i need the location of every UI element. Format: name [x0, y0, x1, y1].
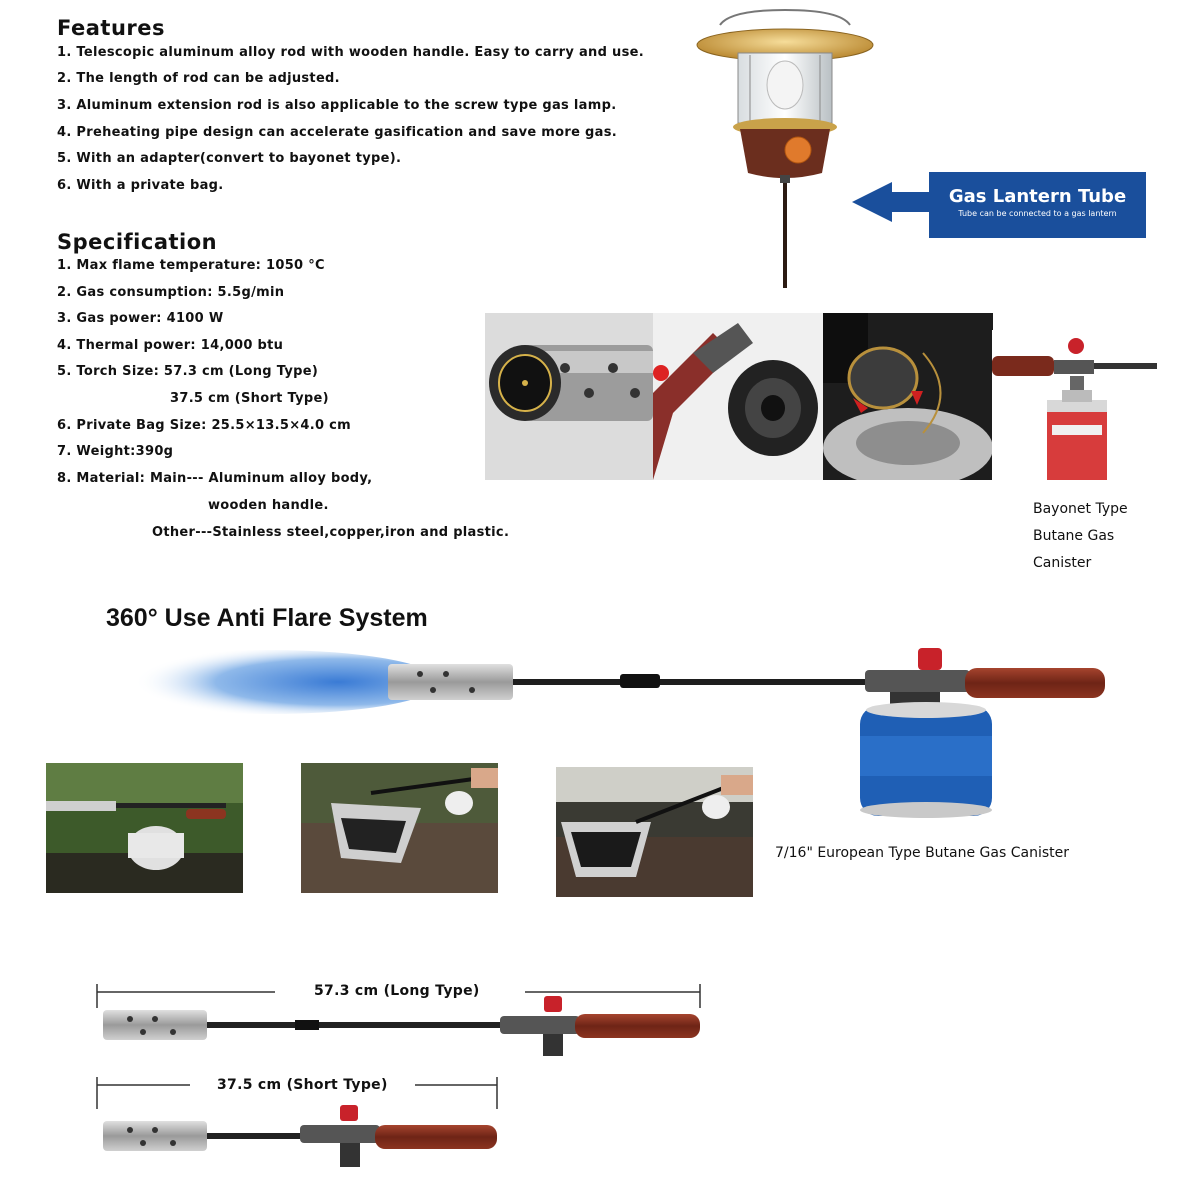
adapter-connection-photo	[653, 313, 823, 480]
lantern-arrow-icon	[852, 180, 932, 224]
bayonet-socket-photo	[823, 313, 993, 480]
european-canister-caption: 7/16" European Type Butane Gas Canister	[775, 845, 1069, 861]
spec-item: 1. Max flame temperature: 1050 °C	[57, 258, 325, 273]
specification-title: Specification	[57, 230, 218, 254]
spec-item: 8. Material: Main--- Aluminum alloy body,	[57, 471, 373, 486]
spec-item: 2. Gas consumption: 5.5g/min	[57, 285, 285, 300]
spec-item: 5. Torch Size: 57.3 cm (Long Type)	[57, 364, 319, 379]
feature-item: 2. The length of rod can be adjusted.	[57, 71, 340, 86]
gas-lantern-tube-callout	[929, 172, 1146, 238]
usage-photo-charcoal	[556, 767, 753, 897]
bayonet-caption-line: Butane Gas	[1033, 528, 1115, 544]
callout-subtitle: Tube can be connected to a gas lantern	[958, 209, 1117, 218]
bayonet-caption-line: Canister	[1033, 555, 1092, 571]
spec-item: 7. Weight:390g	[57, 444, 174, 459]
callout-title: Gas Lantern Tube	[948, 186, 1127, 207]
spec-item: 4. Thermal power: 14,000 btu	[57, 338, 284, 353]
feature-item: 3. Aluminum extension rod is also applicable to the screw type gas lamp.	[57, 98, 617, 113]
feature-item: 4. Preheating pipe design can accelerate gasification and save more gas.	[57, 125, 617, 140]
usage-photo-grill	[301, 763, 498, 893]
bayonet-caption-line: Bayonet Type	[1033, 501, 1128, 517]
spec-item: 6. Private Bag Size: 25.5×13.5×4.0 cm	[57, 418, 351, 433]
gas-lantern-photo	[690, 5, 880, 290]
spec-item: wooden handle.	[208, 498, 329, 513]
usage-photo-garden	[46, 763, 243, 893]
burner-nozzle-photo	[485, 313, 653, 480]
feature-item: 1. Telescopic aluminum alloy rod with wooden handle. Easy to carry and use.	[57, 45, 644, 60]
short-type-dimension-label: 37.5 cm (Short Type)	[217, 1077, 388, 1093]
spec-item: 37.5 cm (Short Type)	[170, 391, 329, 406]
long-type-dimension-label: 57.3 cm (Long Type)	[314, 983, 480, 999]
spec-item: 3. Gas power: 4100 W	[57, 311, 224, 326]
anti-flare-title: 360° Use Anti Flare System	[106, 604, 428, 632]
feature-item: 5. With an adapter(convert to bayonet type).	[57, 151, 402, 166]
feature-item: 6. With a private bag.	[57, 178, 224, 193]
features-title: Features	[57, 16, 165, 40]
spec-item: Other---Stainless steel,copper,iron and plastic.	[152, 525, 510, 540]
bayonet-canister-photo	[992, 330, 1157, 482]
